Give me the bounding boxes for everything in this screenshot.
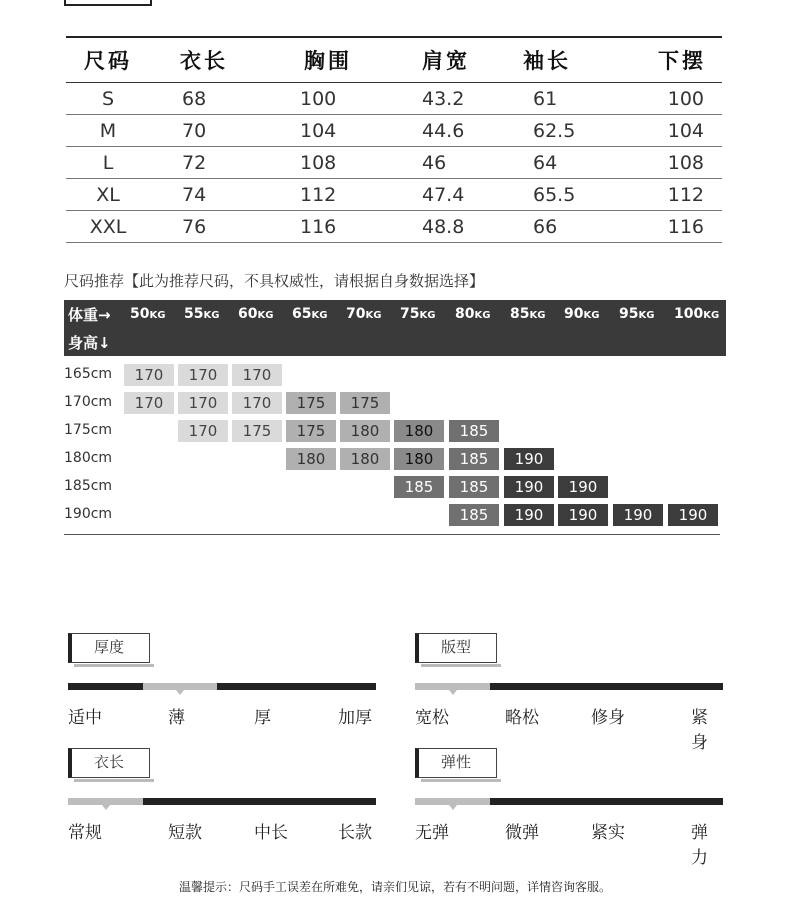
attribute-option-label: 无弹 [415,823,449,843]
recommend-size-cell: 170 [232,364,282,386]
pointer-triangle-icon [176,690,184,695]
weight-label: 90KG [564,306,600,322]
header-shoulder: 肩宽 [422,49,470,73]
recommend-size-cell: 170 [124,364,174,386]
table-cell: 66 [533,215,558,238]
weight-label: 55KG [184,306,220,322]
table-cell: 65.5 [533,183,576,206]
recommend-size-cell: 175 [232,420,282,442]
table-cell: XXL [89,215,127,238]
table-cell: S [101,87,115,110]
table-cell: 116 [667,215,704,238]
table-cell: 104 [667,119,704,142]
attribute-option-label: 微弹 [505,823,539,843]
pointer-triangle-icon [102,805,110,810]
table-row [66,179,722,211]
attribute-option-label: 弹力 [691,823,708,868]
recommend-size-cell: 180 [340,448,390,470]
recommend-size-cell: 190 [504,448,554,470]
header-chest: 胸围 [304,49,352,73]
header-sleeve: 袖长 [523,49,571,73]
top-tab-decoration [64,0,152,6]
recommend-size-cell: 180 [286,448,336,470]
weight-label: 50KG [130,306,166,322]
table-cell: M [99,119,117,142]
recommend-size-cell: 185 [449,504,499,526]
recommend-size-cell: 170 [124,392,174,414]
footnote: 温馨提示：尺码手工误差在所难免，请亲们见谅，若有不明问题，详情咨询客服。 [178,880,611,894]
recommend-grid [64,362,726,530]
recommend-row [64,446,726,474]
attribute-option-label: 短款 [168,823,202,843]
recommend-size-cell: 170 [178,420,228,442]
selected-segment [143,683,217,690]
recommend-size-cell: 175 [340,392,390,414]
weight-label: 95KG [619,306,655,322]
recommend-size-cell: 185 [394,476,444,498]
height-label: 165cm [64,366,113,382]
recommend-size-cell: 185 [449,420,499,442]
table-cell: 74 [182,183,207,206]
attribute-option-label: 中长 [254,823,288,843]
attribute-scale-bar [68,683,376,690]
attribute-title-tag: 厚度 [68,633,150,663]
recommend-row [64,502,726,530]
table-cell: 112 [667,183,704,206]
height-label: 185cm [64,478,113,494]
recommend-row [64,474,726,502]
recommend-size-cell: 175 [286,392,336,414]
attribute-option-label: 修身 [591,708,625,728]
attribute-scale-bar [68,798,376,805]
attribute-option-label: 紧实 [591,823,625,843]
recommend-size-cell: 170 [178,392,228,414]
table-cell: 48.8 [422,215,465,238]
attribute-option-label: 略松 [505,708,539,728]
attribute-option-label: 常规 [68,823,102,843]
recommend-size-cell: 190 [613,504,663,526]
attribute-scale-bar [415,683,723,690]
recommend-size-cell: 190 [558,504,608,526]
attribute-scale-bar [415,798,723,805]
table-cell: L [102,151,114,174]
recommend-size-cell: 170 [178,364,228,386]
recommend-size-cell: 170 [232,392,282,414]
table-cell: 116 [300,215,337,238]
table-cell: 108 [300,151,337,174]
attribute-title-tag: 版型 [415,633,497,663]
recommend-row [64,418,726,446]
pointer-triangle-icon [449,690,457,695]
table-cell: 62.5 [533,119,576,142]
table-cell: 70 [182,119,207,142]
table-cell: 44.6 [422,119,465,142]
height-axis-label: 身高↓ [68,334,111,352]
weight-label: 75KG [400,306,436,322]
grid-bottom-rule [64,534,720,535]
weight-axis-label: 体重→ [68,306,111,324]
selected-segment [415,683,490,690]
attribute-option-label: 适中 [68,708,102,728]
height-label: 190cm [64,506,113,522]
table-cell: 43.2 [422,87,465,110]
table-cell: 68 [182,87,207,110]
size-table [66,36,722,243]
attribute-option-label: 加厚 [338,708,372,728]
header-hem: 下摆 [658,49,706,73]
recommend-title: 尺码推荐【此为推荐尺码，不具权威性，请根据自身数据选择】 [64,272,485,290]
attribute-option-label: 紧身 [691,708,708,753]
header-length: 衣长 [180,49,228,73]
table-row [66,115,722,147]
attribute-option-label: 厚 [254,708,271,728]
recommend-size-cell: 190 [668,504,718,526]
selected-segment [68,798,143,805]
height-label: 170cm [64,394,113,410]
table-cell: 61 [533,87,558,110]
weight-label: 85KG [510,306,546,322]
weight-label: 100KG [674,306,720,322]
recommend-size-cell: 180 [340,420,390,442]
attribute-title-tag: 衣长 [68,748,150,778]
attribute-option-label: 薄 [168,708,185,728]
recommend-row [64,362,726,390]
recommend-size-cell: 190 [504,476,554,498]
table-cell: 64 [533,151,558,174]
recommend-size-cell: 185 [449,476,499,498]
weight-label: 80KG [455,306,491,322]
weight-header-bar [64,300,726,356]
attribute-option-label: 宽松 [415,708,449,728]
recommend-size-cell: 190 [504,504,554,526]
weight-label: 60KG [238,306,274,322]
table-cell: 72 [182,151,207,174]
table-cell: 100 [667,87,704,110]
recommend-row [64,390,726,418]
table-row [66,211,722,243]
table-cell: 47.4 [422,183,465,206]
recommend-size-cell: 190 [558,476,608,498]
table-row [66,83,722,115]
height-label: 180cm [64,450,113,466]
attribute-title-tag: 弹性 [415,748,497,778]
table-cell: XL [96,183,120,206]
table-cell: 112 [300,183,337,206]
recommend-size-cell: 185 [449,448,499,470]
pointer-triangle-icon [449,805,457,810]
recommend-size-cell: 180 [394,448,444,470]
table-cell: 46 [422,151,447,174]
weight-label: 70KG [346,306,382,322]
table-row [66,147,722,179]
table-cell: 76 [182,215,207,238]
table-cell: 100 [300,87,337,110]
table-cell: 108 [667,151,704,174]
height-label: 175cm [64,422,113,438]
header-size: 尺码 [84,49,132,73]
recommend-size-cell: 175 [286,420,336,442]
table-cell: 104 [300,119,337,142]
recommend-size-cell: 180 [394,420,444,442]
table-header-row [66,38,722,83]
attribute-option-label: 长款 [338,823,372,843]
selected-segment [415,798,490,805]
weight-label: 65KG [292,306,328,322]
